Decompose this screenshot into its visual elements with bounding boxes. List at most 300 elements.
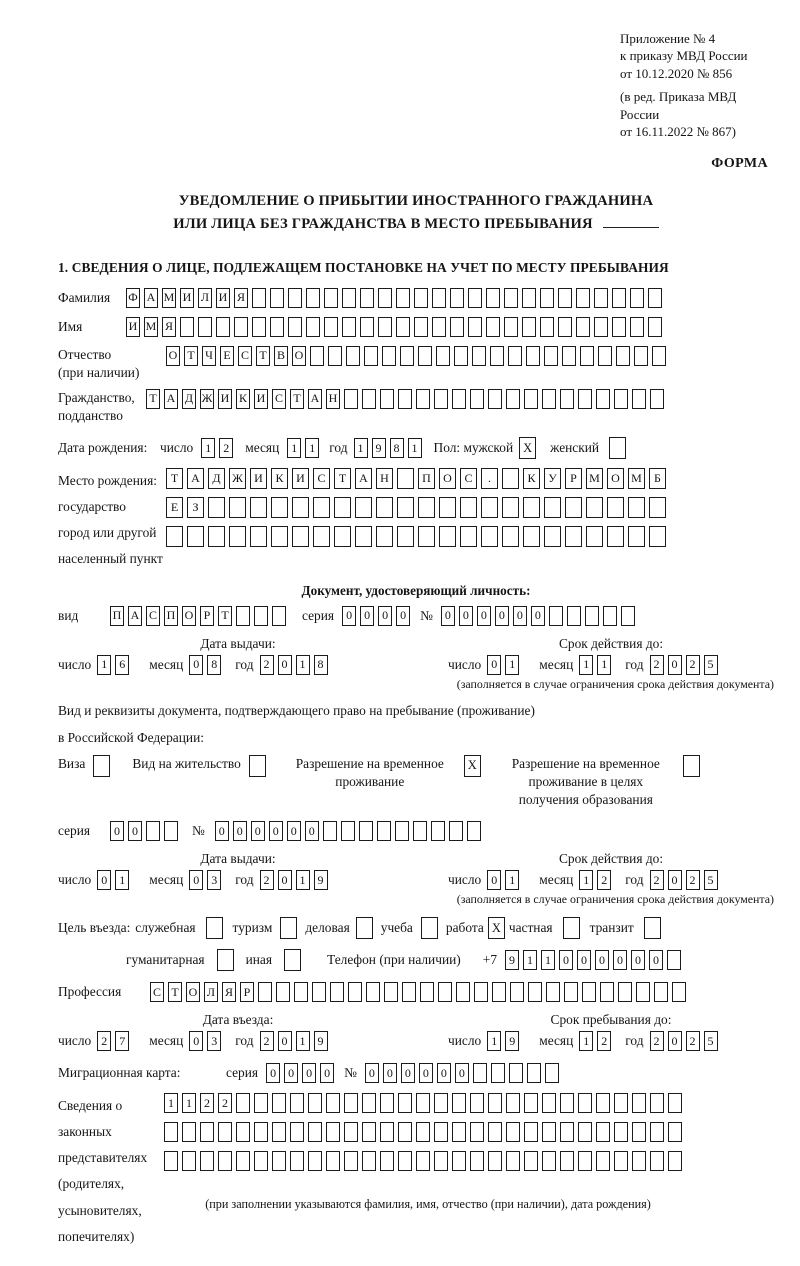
form-cell[interactable]: 1 [523, 950, 537, 970]
form-cell[interactable]: С [460, 468, 477, 489]
purpose-humanitarian-checkbox[interactable] [217, 949, 234, 971]
form-cell[interactable]: Н [376, 468, 393, 489]
form-cell[interactable]: Я [162, 317, 176, 337]
form-cell[interactable] [546, 982, 560, 1002]
form-cell[interactable] [418, 526, 435, 547]
form-cell[interactable] [434, 1093, 448, 1113]
form-cell[interactable] [649, 526, 666, 547]
form-cell[interactable]: О [292, 346, 306, 366]
form-cell[interactable]: 1 [541, 950, 555, 970]
form-cell[interactable] [481, 497, 498, 518]
form-cell[interactable]: 1 [579, 1031, 593, 1051]
form-cell[interactable]: С [313, 468, 330, 489]
form-cell[interactable] [630, 317, 644, 337]
form-cell[interactable]: 3 [207, 1031, 221, 1051]
form-cell[interactable]: Л [204, 982, 218, 1002]
form-cell[interactable] [567, 606, 581, 626]
form-cell[interactable] [431, 821, 445, 841]
form-cell[interactable] [562, 346, 576, 366]
form-cell[interactable]: 1 [487, 1031, 501, 1051]
form-cell[interactable] [544, 346, 558, 366]
form-cell[interactable] [596, 1151, 610, 1171]
form-cell[interactable] [348, 982, 362, 1002]
form-cell[interactable]: С [238, 346, 252, 366]
form-cell[interactable] [272, 606, 286, 626]
form-cell[interactable] [621, 606, 635, 626]
form-cell[interactable] [481, 526, 498, 547]
form-cell[interactable] [362, 389, 376, 409]
form-cell[interactable] [565, 497, 582, 518]
form-cell[interactable] [449, 821, 463, 841]
purpose-official-checkbox[interactable] [206, 917, 223, 939]
form-cell[interactable]: 9 [505, 950, 519, 970]
form-cell[interactable]: С [272, 389, 286, 409]
form-cell[interactable] [542, 1151, 556, 1171]
form-cell[interactable]: О [607, 468, 624, 489]
form-cell[interactable] [271, 526, 288, 547]
form-cell[interactable] [310, 346, 324, 366]
form-cell[interactable]: К [271, 468, 288, 489]
form-cell[interactable] [182, 1151, 196, 1171]
form-cell[interactable] [472, 346, 486, 366]
form-cell[interactable] [416, 389, 430, 409]
form-cell[interactable]: А [128, 606, 142, 626]
form-cell[interactable]: Б [649, 468, 666, 489]
form-cell[interactable] [272, 1122, 286, 1142]
form-cell[interactable] [416, 1093, 430, 1113]
form-cell[interactable] [334, 497, 351, 518]
form-cell[interactable] [236, 1093, 250, 1113]
form-cell[interactable] [607, 497, 624, 518]
form-cell[interactable]: 1 [115, 870, 129, 890]
form-cell[interactable]: Н [326, 389, 340, 409]
form-cell[interactable]: 1 [287, 438, 301, 458]
form-cell[interactable] [586, 526, 603, 547]
form-cell[interactable]: 0 [251, 821, 265, 841]
form-cell[interactable] [558, 317, 572, 337]
form-cell[interactable] [560, 1151, 574, 1171]
form-cell[interactable] [545, 1063, 559, 1083]
form-cell[interactable] [439, 497, 456, 518]
form-cell[interactable] [634, 346, 648, 366]
form-cell[interactable] [502, 468, 519, 489]
form-cell[interactable] [668, 1151, 682, 1171]
form-cell[interactable] [272, 1151, 286, 1171]
form-cell[interactable] [509, 1063, 523, 1083]
birth-day-field[interactable] [201, 438, 233, 458]
form-cell[interactable]: Р [200, 606, 214, 626]
form-cell[interactable] [380, 1093, 394, 1113]
form-cell[interactable]: 7 [115, 1031, 129, 1051]
form-cell[interactable] [306, 317, 320, 337]
form-cell[interactable]: 2 [650, 870, 664, 890]
purpose-other-checkbox[interactable] [284, 949, 301, 971]
form-cell[interactable] [254, 1151, 268, 1171]
form-cell[interactable]: 0 [360, 606, 374, 626]
form-cell[interactable] [470, 1151, 484, 1171]
form-cell[interactable]: . [481, 468, 498, 489]
form-cell[interactable]: 8 [390, 438, 404, 458]
form-cell[interactable] [450, 288, 464, 308]
form-cell[interactable]: 0 [383, 1063, 397, 1083]
stay-series-field[interactable] [110, 821, 178, 841]
form-cell[interactable] [416, 1151, 430, 1171]
form-cell[interactable] [434, 389, 448, 409]
form-cell[interactable] [380, 1122, 394, 1142]
form-cell[interactable] [341, 821, 355, 841]
form-cell[interactable]: 0 [487, 655, 501, 675]
form-cell[interactable] [362, 1093, 376, 1113]
valid-day-field[interactable] [487, 655, 519, 675]
form-cell[interactable]: 0 [531, 606, 545, 626]
form-cell[interactable] [397, 468, 414, 489]
form-cell[interactable]: Я [222, 982, 236, 1002]
form-cell[interactable]: 2 [260, 870, 274, 890]
form-cell[interactable]: Ж [200, 389, 214, 409]
form-cell[interactable]: Р [240, 982, 254, 1002]
form-cell[interactable] [438, 982, 452, 1002]
form-cell[interactable] [308, 1122, 322, 1142]
phone-field[interactable] [505, 950, 681, 970]
form-cell[interactable]: 0 [378, 606, 392, 626]
form-cell[interactable]: А [308, 389, 322, 409]
form-cell[interactable] [452, 1122, 466, 1142]
birth-year-field[interactable] [354, 438, 422, 458]
purpose-tourism-checkbox[interactable] [280, 917, 297, 939]
valid-month-field[interactable] [579, 655, 611, 675]
stay-until-year-field[interactable] [650, 1031, 718, 1051]
form-cell[interactable] [578, 1151, 592, 1171]
form-cell[interactable] [502, 497, 519, 518]
form-cell[interactable]: 8 [314, 655, 328, 675]
form-cell[interactable] [632, 389, 646, 409]
form-cell[interactable]: 0 [365, 1063, 379, 1083]
issue-month-field[interactable] [189, 655, 221, 675]
form-cell[interactable] [527, 1063, 541, 1083]
form-cell[interactable]: 1 [579, 655, 593, 675]
form-cell[interactable]: 0 [189, 655, 203, 675]
form-cell[interactable] [397, 526, 414, 547]
form-cell[interactable] [218, 1151, 232, 1171]
form-cell[interactable] [400, 346, 414, 366]
visa-checkbox[interactable] [93, 755, 110, 777]
sex-female-checkbox[interactable] [609, 437, 626, 459]
form-cell[interactable]: 0 [419, 1063, 433, 1083]
form-cell[interactable] [460, 497, 477, 518]
form-cell[interactable] [436, 346, 450, 366]
form-cell[interactable] [344, 1122, 358, 1142]
form-cell[interactable]: М [144, 317, 158, 337]
form-cell[interactable] [308, 1151, 322, 1171]
form-cell[interactable]: И [126, 317, 140, 337]
form-cell[interactable]: М [628, 468, 645, 489]
form-cell[interactable] [229, 526, 246, 547]
form-cell[interactable] [628, 497, 645, 518]
form-cell[interactable]: 0 [459, 606, 473, 626]
form-cell[interactable]: 9 [314, 1031, 328, 1051]
form-cell[interactable]: 0 [320, 1063, 334, 1083]
form-cell[interactable] [288, 317, 302, 337]
form-cell[interactable] [523, 526, 540, 547]
form-cell[interactable]: 0 [302, 1063, 316, 1083]
form-cell[interactable]: 2 [219, 438, 233, 458]
form-cell[interactable] [578, 1093, 592, 1113]
form-cell[interactable] [524, 1122, 538, 1142]
purpose-work-checkbox[interactable]: X [488, 917, 505, 939]
form-cell[interactable] [524, 389, 538, 409]
form-cell[interactable] [376, 497, 393, 518]
form-cell[interactable] [488, 1151, 502, 1171]
form-cell[interactable] [542, 1122, 556, 1142]
sex-male-checkbox[interactable]: X [519, 437, 536, 459]
form-cell[interactable] [398, 1122, 412, 1142]
birth-place-field-line1[interactable] [166, 468, 666, 489]
form-cell[interactable] [362, 1122, 376, 1142]
form-cell[interactable]: 0 [278, 1031, 292, 1051]
form-cell[interactable]: 0 [495, 606, 509, 626]
form-cell[interactable]: 1 [408, 438, 422, 458]
form-cell[interactable]: 0 [595, 950, 609, 970]
form-cell[interactable]: 0 [189, 870, 203, 890]
birth-place-field-line2[interactable] [166, 497, 666, 518]
form-cell[interactable] [632, 1122, 646, 1142]
temp-residence-checkbox[interactable]: X [464, 755, 481, 777]
form-cell[interactable]: И [180, 288, 194, 308]
form-cell[interactable]: И [218, 389, 232, 409]
form-cell[interactable] [558, 288, 572, 308]
form-cell[interactable] [254, 606, 268, 626]
stay-valid-year-field[interactable] [650, 870, 718, 890]
form-cell[interactable] [164, 1151, 178, 1171]
form-cell[interactable] [380, 1151, 394, 1171]
form-cell[interactable] [560, 1122, 574, 1142]
form-cell[interactable] [486, 288, 500, 308]
legal-reps-field-line3[interactable] [164, 1151, 682, 1171]
form-cell[interactable] [236, 606, 250, 626]
form-cell[interactable]: 1 [354, 438, 368, 458]
form-cell[interactable]: К [523, 468, 540, 489]
form-cell[interactable]: О [186, 982, 200, 1002]
form-cell[interactable]: Л [198, 288, 212, 308]
form-cell[interactable] [254, 1093, 268, 1113]
form-cell[interactable] [504, 288, 518, 308]
form-cell[interactable]: 0 [559, 950, 573, 970]
form-cell[interactable] [182, 1122, 196, 1142]
form-cell[interactable] [580, 346, 594, 366]
form-cell[interactable] [382, 346, 396, 366]
form-cell[interactable] [313, 497, 330, 518]
form-cell[interactable] [564, 982, 578, 1002]
form-cell[interactable] [323, 821, 337, 841]
form-cell[interactable] [474, 982, 488, 1002]
form-cell[interactable]: 0 [668, 870, 682, 890]
legal-reps-field-line1[interactable] [164, 1093, 682, 1113]
form-cell[interactable] [398, 1093, 412, 1113]
form-cell[interactable] [576, 317, 590, 337]
purpose-study-checkbox[interactable] [421, 917, 438, 939]
form-cell[interactable] [560, 389, 574, 409]
birth-place-field-line3[interactable] [166, 526, 666, 547]
form-cell[interactable]: И [250, 468, 267, 489]
profession-field[interactable] [150, 982, 686, 1002]
form-cell[interactable] [565, 526, 582, 547]
form-cell[interactable] [234, 317, 248, 337]
form-cell[interactable] [398, 389, 412, 409]
entry-year-field[interactable] [260, 1031, 328, 1051]
form-cell[interactable]: 0 [649, 950, 663, 970]
form-cell[interactable] [200, 1151, 214, 1171]
form-cell[interactable] [397, 497, 414, 518]
form-cell[interactable]: 1 [579, 870, 593, 890]
form-cell[interactable] [542, 389, 556, 409]
form-cell[interactable]: 0 [396, 606, 410, 626]
form-cell[interactable] [395, 821, 409, 841]
form-cell[interactable]: 0 [110, 821, 124, 841]
form-cell[interactable]: К [236, 389, 250, 409]
form-cell[interactable] [364, 346, 378, 366]
form-cell[interactable]: 5 [704, 1031, 718, 1051]
form-cell[interactable]: 0 [437, 1063, 451, 1083]
form-cell[interactable] [236, 1122, 250, 1142]
issue-day-field[interactable] [97, 655, 129, 675]
form-cell[interactable] [524, 1151, 538, 1171]
stay-issue-month-field[interactable] [189, 870, 221, 890]
form-cell[interactable]: 2 [650, 655, 664, 675]
form-cell[interactable] [258, 982, 272, 1002]
form-cell[interactable] [414, 317, 428, 337]
form-cell[interactable] [334, 526, 351, 547]
stay-issue-day-field[interactable] [97, 870, 129, 890]
form-cell[interactable] [600, 982, 614, 1002]
form-cell[interactable] [576, 288, 590, 308]
form-cell[interactable]: Т [218, 606, 232, 626]
form-cell[interactable] [250, 497, 267, 518]
form-cell[interactable]: 0 [487, 870, 501, 890]
form-cell[interactable]: 0 [97, 870, 111, 890]
form-cell[interactable] [607, 526, 624, 547]
form-cell[interactable] [254, 1122, 268, 1142]
stay-valid-day-field[interactable] [487, 870, 519, 890]
form-cell[interactable] [413, 821, 427, 841]
form-cell[interactable] [672, 982, 686, 1002]
form-cell[interactable] [355, 497, 372, 518]
form-cell[interactable]: 2 [97, 1031, 111, 1051]
stay-issue-year-field[interactable] [260, 870, 328, 890]
form-cell[interactable] [628, 526, 645, 547]
form-cell[interactable] [346, 346, 360, 366]
form-cell[interactable]: 0 [668, 1031, 682, 1051]
form-cell[interactable] [418, 497, 435, 518]
form-cell[interactable]: О [182, 606, 196, 626]
form-cell[interactable] [467, 821, 481, 841]
valid-year-field[interactable] [650, 655, 718, 675]
form-cell[interactable] [342, 317, 356, 337]
form-cell[interactable] [540, 317, 554, 337]
form-cell[interactable]: П [164, 606, 178, 626]
form-cell[interactable]: 1 [296, 1031, 310, 1051]
form-cell[interactable] [344, 1093, 358, 1113]
form-cell[interactable] [612, 288, 626, 308]
form-cell[interactable] [630, 288, 644, 308]
form-cell[interactable]: 0 [577, 950, 591, 970]
form-cell[interactable] [398, 1151, 412, 1171]
form-cell[interactable] [614, 1151, 628, 1171]
form-cell[interactable]: Т [334, 468, 351, 489]
form-cell[interactable]: 2 [597, 1031, 611, 1051]
form-cell[interactable] [542, 1093, 556, 1113]
form-cell[interactable]: А [355, 468, 372, 489]
form-cell[interactable]: М [162, 288, 176, 308]
form-cell[interactable] [616, 346, 630, 366]
form-cell[interactable]: 0 [668, 655, 682, 675]
form-cell[interactable] [313, 526, 330, 547]
form-cell[interactable]: 2 [597, 870, 611, 890]
form-cell[interactable]: Ч [202, 346, 216, 366]
form-cell[interactable] [208, 526, 225, 547]
form-cell[interactable]: 1 [505, 870, 519, 890]
form-cell[interactable] [488, 1122, 502, 1142]
form-cell[interactable] [504, 317, 518, 337]
form-cell[interactable] [290, 1151, 304, 1171]
form-cell[interactable]: 0 [189, 1031, 203, 1051]
form-cell[interactable] [416, 1122, 430, 1142]
form-cell[interactable] [290, 1122, 304, 1142]
stay-valid-month-field[interactable] [579, 870, 611, 890]
form-cell[interactable] [355, 526, 372, 547]
form-cell[interactable] [652, 346, 666, 366]
form-cell[interactable] [377, 821, 391, 841]
migration-number-field[interactable] [365, 1063, 559, 1083]
form-cell[interactable] [614, 1122, 628, 1142]
form-cell[interactable] [594, 317, 608, 337]
form-cell[interactable]: Д [208, 468, 225, 489]
form-cell[interactable] [216, 317, 230, 337]
form-cell[interactable]: 1 [597, 655, 611, 675]
form-cell[interactable] [636, 982, 650, 1002]
form-cell[interactable] [292, 526, 309, 547]
form-cell[interactable] [198, 317, 212, 337]
entry-day-field[interactable] [97, 1031, 129, 1051]
form-cell[interactable]: Е [220, 346, 234, 366]
form-cell[interactable] [452, 389, 466, 409]
form-cell[interactable]: П [110, 606, 124, 626]
form-cell[interactable] [470, 1122, 484, 1142]
form-cell[interactable] [270, 288, 284, 308]
form-cell[interactable] [236, 1151, 250, 1171]
form-cell[interactable] [560, 1093, 574, 1113]
form-cell[interactable]: 0 [401, 1063, 415, 1083]
surname-field[interactable] [126, 288, 662, 308]
form-cell[interactable] [402, 982, 416, 1002]
form-cell[interactable] [486, 317, 500, 337]
birth-month-field[interactable] [287, 438, 319, 458]
form-cell[interactable] [667, 950, 681, 970]
form-cell[interactable] [344, 389, 358, 409]
form-cell[interactable]: 0 [266, 1063, 280, 1083]
form-cell[interactable] [270, 317, 284, 337]
form-cell[interactable]: О [166, 346, 180, 366]
form-cell[interactable]: 0 [342, 606, 356, 626]
form-cell[interactable] [654, 982, 668, 1002]
form-cell[interactable]: П [418, 468, 435, 489]
form-cell[interactable]: И [292, 468, 309, 489]
form-cell[interactable]: А [144, 288, 158, 308]
form-cell[interactable] [378, 317, 392, 337]
form-cell[interactable]: 2 [686, 655, 700, 675]
form-cell[interactable] [578, 389, 592, 409]
form-cell[interactable] [468, 317, 482, 337]
form-cell[interactable]: 0 [305, 821, 319, 841]
